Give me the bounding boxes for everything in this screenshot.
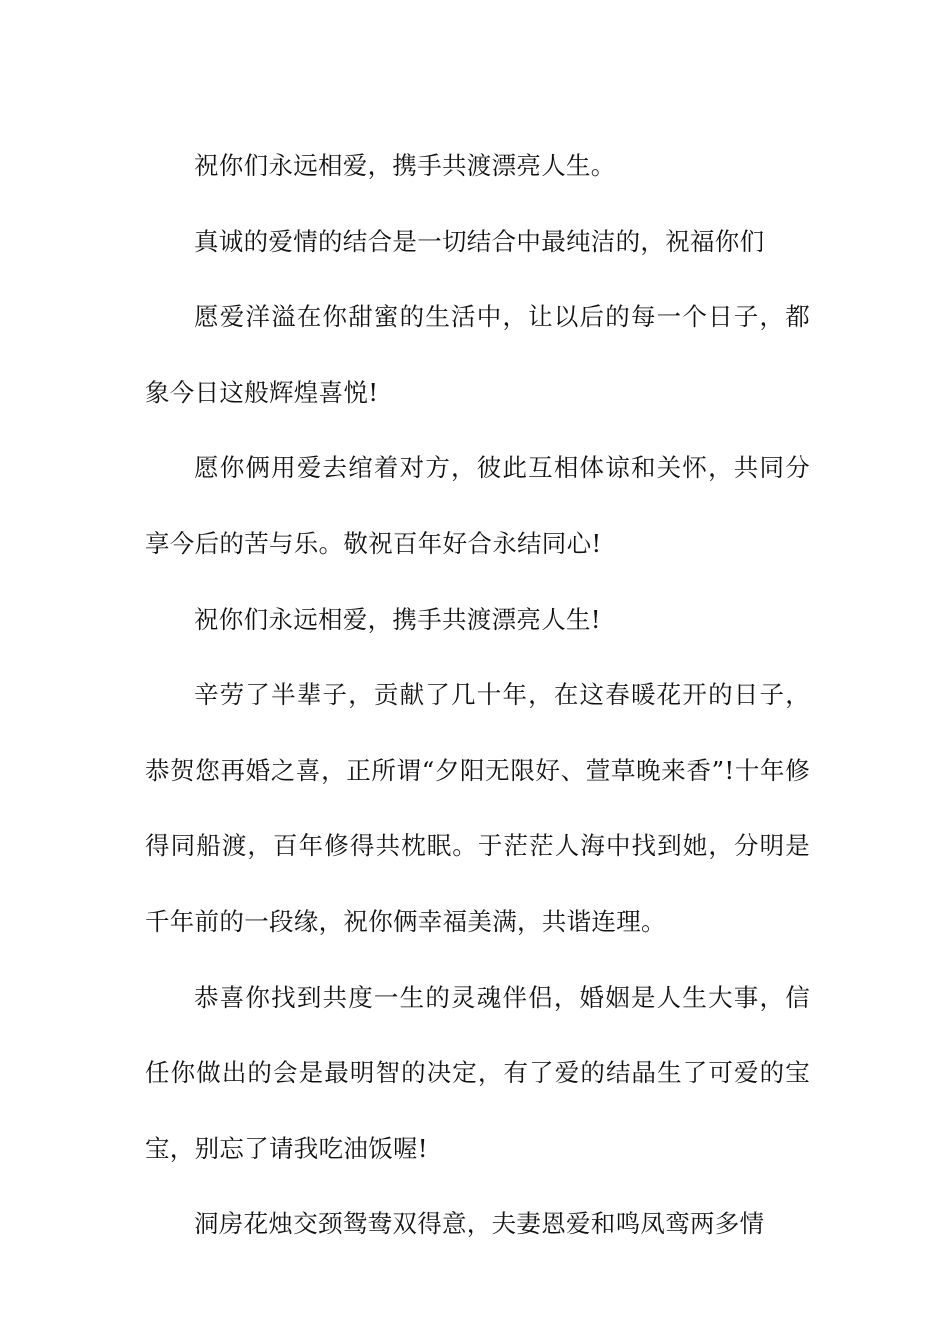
document-body	[145, 128, 810, 1262]
paragraph: 愿爱洋溢在你甜蜜的生活中，让以后的每一个日子，都象今日这般辉煌喜悦!	[145, 302, 810, 407]
paragraph: 真诚的爱情的结合是一切结合中最纯洁的，祝福你们	[194, 226, 765, 256]
paragraph: 祝你们永远相爱，携手共渡漂亮人生!	[194, 604, 601, 634]
paragraph: 洞房花烛交颈鸳鸯双得意，夫妻恩爱和鸣凤鸾两多情	[194, 1209, 765, 1239]
paragraph: 辛劳了半辈子，贡献了几十年，在这春暖花开的日子，恭贺您再婚之喜，正所谓“夕阳无限好、萱草晚来香”!十年修得同船渡，百年修得共枕眠。于茫茫人海中找到她，分明是千年前的一段缘，祝你俩幸福美满，共谐连理。	[145, 680, 810, 936]
paragraph: 愿你俩用爱去绾着对方，彼此互相体谅和关怀，共同分享今后的苦与乐。敬祝百年好合永结同心!	[145, 453, 810, 558]
paragraph: 恭喜你找到共度一生的灵魂伴侣，婚姻是人生大事，信任你做出的会是最明智的决定，有了爱的结晶生了可爱的宝宝，别忘了请我吃油饭喔!	[145, 982, 810, 1163]
paragraph: 祝你们永远相爱，携手共渡漂亮人生。	[194, 151, 616, 180]
